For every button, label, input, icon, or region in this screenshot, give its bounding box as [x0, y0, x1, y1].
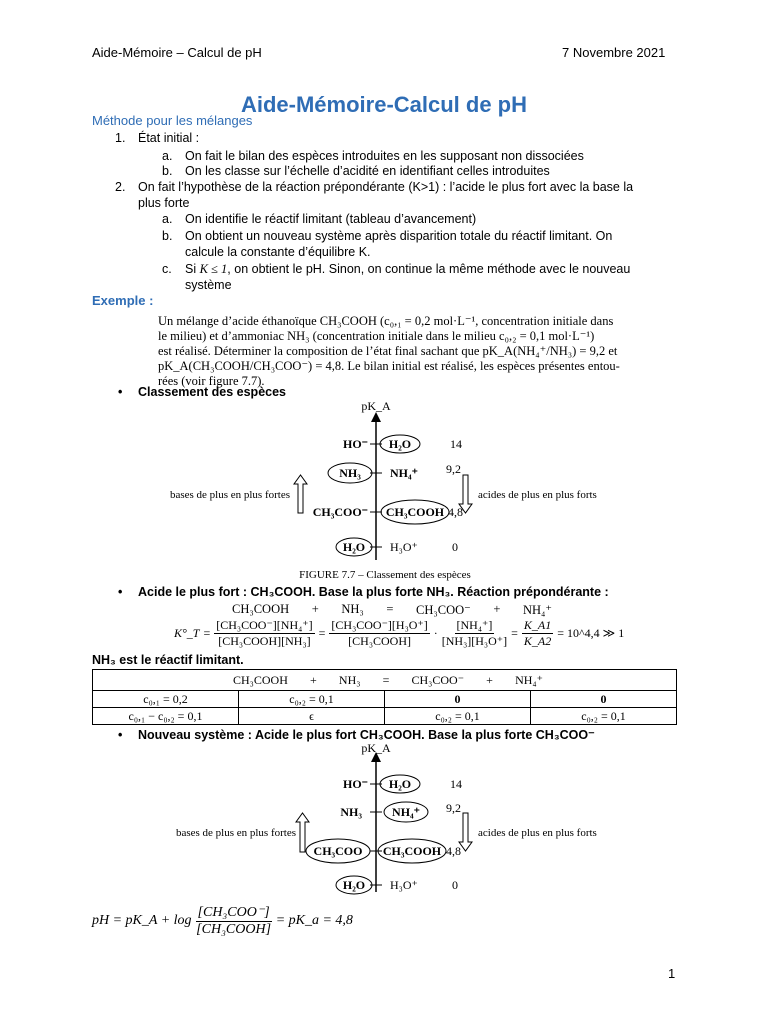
- acid-row-2: NH₄⁺: [392, 805, 420, 819]
- step-2-number: 2.: [115, 180, 126, 194]
- eq-plus-1: +: [311, 602, 319, 616]
- pka-row-1: 14: [450, 437, 462, 451]
- substep-2b-text-cont: calcule la constante d’équilibre K.: [185, 245, 371, 259]
- bullet-classement: Classement des espèces: [138, 385, 287, 399]
- eq-equals: =: [386, 602, 394, 616]
- up-arrow-icon: [296, 813, 309, 852]
- substep-2c-text-cont: système: [185, 278, 232, 292]
- ph-numerator: [CH₃COO⁻]: [197, 905, 270, 920]
- ph-lhs: pH = pK_A + log: [92, 913, 192, 928]
- bases-label: bases de plus en plus fortes: [169, 489, 290, 501]
- table-row: c₀,₁ = 0,2 c₀,₂ = 0,1 0 0: [93, 691, 677, 708]
- acid-row-3: CH₃COOH: [385, 505, 445, 519]
- example-line-1: Un mélange d’acide éthanoïque CH₃COOH (c₀,₁ = 0,2 mol·L⁻¹, concentration initiale dans: [158, 314, 614, 328]
- axis-arrow: [371, 412, 381, 422]
- bullet-dot-3: •: [118, 728, 123, 742]
- base-row-4: H₂O: [342, 878, 366, 892]
- eq-nh4: NH₄⁺: [522, 603, 552, 617]
- bullet-nouveau: Nouveau système : Acide le plus fort CH₃COOH. Base la plus forte CH₃COO⁻: [138, 728, 595, 742]
- up-arrow-icon: [294, 475, 307, 513]
- substep-1b-text: On les classe sur l’échelle d’acidité en identifiant celles introduites: [185, 164, 550, 178]
- acids-label: acides de plus en plus forts: [478, 827, 597, 839]
- reaction-equation: [232, 602, 552, 618]
- step-2-text: On fait l’hypothèse de la réaction prépondérante (K>1) : l’acide le plus fort avec la base la: [138, 180, 634, 194]
- example-line-3: est réalisé. Déterminer la composition de l’état final sachant que pK_A(NH₄⁺/NH₃) = 9,2 et: [158, 344, 618, 358]
- limiting-reagent-note: NH₃ est le réactif limitant.: [92, 653, 244, 667]
- acid-row-2: NH₄⁺: [390, 466, 418, 480]
- ph-rhs: = pK_a = 4,8: [275, 913, 353, 928]
- acids-label: acides de plus en plus forts: [478, 489, 597, 501]
- substep-1a-number: a.: [162, 149, 173, 163]
- kt-result: = 10^4,4 ≫ 1: [557, 626, 625, 640]
- bases-label: bases de plus en plus fortes: [175, 827, 296, 839]
- acid-row-4: H₃O⁺: [390, 878, 418, 892]
- acidity-scale-figure-1: [150, 400, 620, 585]
- base-row-1: HO⁻: [342, 777, 368, 791]
- base-row-2: NH₃: [340, 805, 362, 819]
- base-row-3: CH₃COO: [313, 844, 363, 858]
- substep-2c-text: Si K ≤ 1, on obtient le pH. Sinon, on continue la même méthode avec le nouveau: [185, 262, 631, 276]
- ph-denominator: [CH₃COOH]: [196, 922, 272, 937]
- figure-caption: FIGURE 7.7 – Classement des espèces: [299, 569, 471, 581]
- substep-2a-number: a.: [162, 212, 173, 226]
- header-left: Aide-Mémoire – Calcul de pH: [92, 45, 262, 60]
- example-line-2: le milieu) et d’ammoniac NH₃ (concentration initiale dans le milieu c₀,₂ = 0,1 mol·L⁻¹): [158, 329, 595, 343]
- base-row-3: CH₃COO⁻: [312, 505, 368, 519]
- bullet-dot-1: •: [118, 385, 123, 399]
- bullet-dot-2: •: [118, 585, 123, 599]
- acid-row-4: H₃O⁺: [390, 540, 418, 554]
- pka-row-4: 0: [452, 878, 458, 892]
- acid-row-3: CH₃COOH: [382, 844, 442, 858]
- substep-1a-text: On fait le bilan des espèces introduites en les supposant non dissociées: [185, 149, 584, 163]
- pka-row-3: 4,8: [446, 844, 461, 858]
- page-number: 1: [668, 966, 676, 981]
- base-row-4: H₂O: [342, 540, 366, 554]
- substep-2b-number: b.: [162, 229, 173, 243]
- acid-row-1: H₂O: [388, 777, 412, 791]
- pka-row-2: 9,2: [446, 462, 461, 476]
- eq-nh3: NH₃: [341, 602, 364, 616]
- axis-label: pK_A: [361, 400, 391, 413]
- pka-row-3: 4,8: [448, 505, 463, 519]
- eq-plus-2: +: [493, 602, 501, 616]
- step-1-text: État initial :: [138, 131, 200, 145]
- ph-formula: [92, 904, 353, 938]
- step-1-number: 1.: [115, 131, 126, 145]
- acidity-scale-figure-2: [150, 742, 620, 902]
- table-row: c₀,₁ − c₀,₂ = 0,1 ϵ c₀,₂ = 0,1 c₀,₂ = 0,1: [93, 708, 677, 725]
- example-label: Exemple :: [92, 293, 154, 308]
- substep-2c-number: c.: [162, 262, 172, 276]
- table-header-row: CH₃COOH + NH₃ = CH₃COO⁻ + NH₄⁺: [93, 670, 677, 691]
- axis-label-2: pK_A: [361, 742, 391, 755]
- down-arrow-icon: [459, 813, 472, 851]
- eq-ch3coo: CH₃COO⁻: [416, 603, 471, 617]
- section-title: Méthode pour les mélanges: [92, 113, 253, 128]
- example-line-5: rées (voir figure 7.7).: [158, 374, 265, 388]
- substep-1b-number: b.: [162, 164, 173, 178]
- substep-2b-text: On obtient un nouveau système après disparition totale du réactif limitant. On: [185, 229, 613, 243]
- equilibrium-constant-expression: K°_T = $\frac{\text{[CH₃COO⁻][NH₄⁺]}}{\text{[CH₃COOH][NH₃]}}$ = $\frac{\text{[CH₃COO⁻][H₃O⁺]}}{\text{[CH₃COOH]}}$ · $\frac{\text{[NH₄⁺]}}{\text{[NH₃][H₃O⁺]}}$ = $\frac{K\_A1}{K\_A2}$ = 10^4,4 ≫ 1: [174, 618, 625, 648]
- page-title: Aide-Mémoire-Calcul de pH: [240, 92, 528, 117]
- pka-row-1: 14: [450, 777, 462, 791]
- step-2-text-cont: plus forte: [138, 196, 190, 210]
- substep-2a-text: On identifie le réactif limitant (tableau d’avancement): [185, 212, 477, 226]
- base-row-1: HO⁻: [342, 437, 368, 451]
- acid-row-1: H₂O: [388, 437, 412, 451]
- pka-row-2: 9,2: [446, 801, 461, 815]
- base-row-2: NH₃: [339, 466, 361, 480]
- eq-ch3cooh: CH₃COOH: [232, 602, 290, 616]
- header-right: 7 Novembre 2021: [562, 45, 666, 60]
- down-arrow-icon: [459, 475, 472, 513]
- advancement-table: [92, 669, 677, 725]
- example-line-4: pK_A(CH₃COOH/CH₃COO⁻) = 4,8. Le bilan initial est réalisé, les espèces présentes entou-: [158, 359, 620, 373]
- bullet-acide: Acide le plus fort : CH₃COOH. Base la plus forte NH₃. Réaction prépondérante :: [138, 585, 609, 599]
- pka-row-4: 0: [452, 540, 458, 554]
- kt-symbol: K°_T: [174, 626, 200, 640]
